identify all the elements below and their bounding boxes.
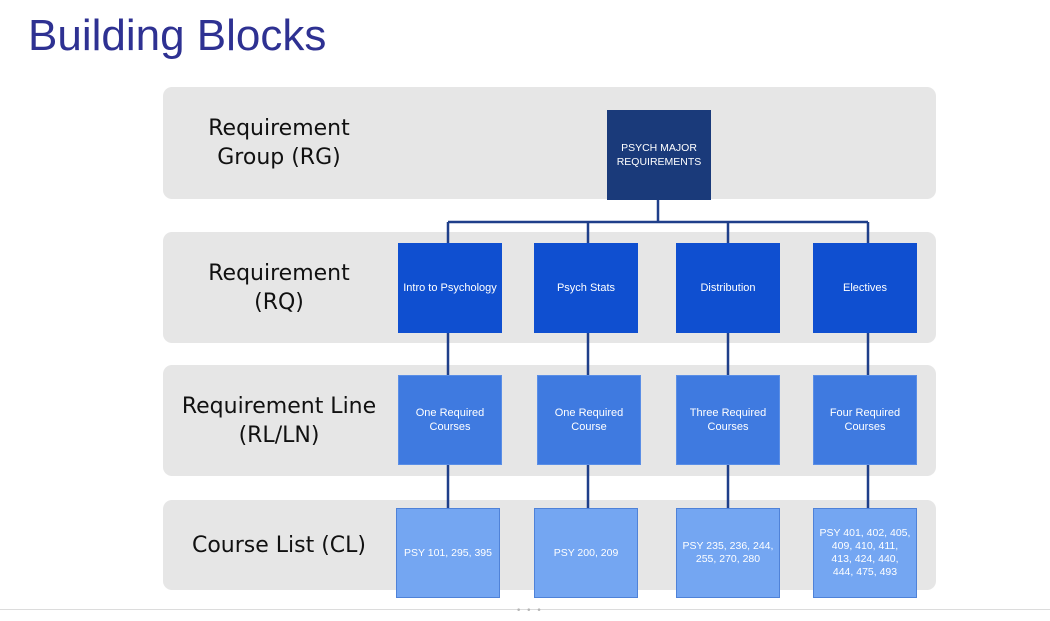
requirement-psych-stats: Psych Stats: [534, 243, 638, 333]
row-label-requirement: Requirement (RQ): [208, 260, 350, 315]
requirement-distribution: Distribution: [676, 243, 780, 333]
more-dots-icon[interactable]: • • •: [516, 606, 543, 616]
course-list-4: PSY 401, 402, 405, 409, 410, 411, 413, 424, 440, 444, 475, 493: [813, 508, 917, 598]
requirement-line-3: Three Required Courses: [676, 375, 780, 465]
psych-major-requirements-box: PSYCH MAJOR REQUIREMENTS: [607, 110, 711, 200]
page-title: Building Blocks: [28, 11, 327, 60]
row-label-requirement-group: Requirement Group (RG): [208, 116, 350, 170]
requirement-intro-to-psychology: Intro to Psychology: [398, 243, 502, 333]
bottom-bar: [0, 606, 1050, 621]
course-list-2: PSY 200, 209: [534, 508, 638, 598]
requirement-electives: Electives: [813, 243, 917, 333]
course-list-1: PSY 101, 295, 395: [396, 508, 500, 598]
course-list-3: PSY 235, 236, 244, 255, 270, 280: [676, 508, 780, 598]
requirement-line-1: One Required Courses: [398, 375, 502, 465]
row-label-course-list: Course List (CL): [191, 532, 367, 558]
row-label-requirement-line: Requirement Line (RL/LN): [181, 393, 377, 448]
requirement-line-2: One Required Course: [537, 375, 641, 465]
requirement-line-4: Four Required Courses: [813, 375, 917, 465]
